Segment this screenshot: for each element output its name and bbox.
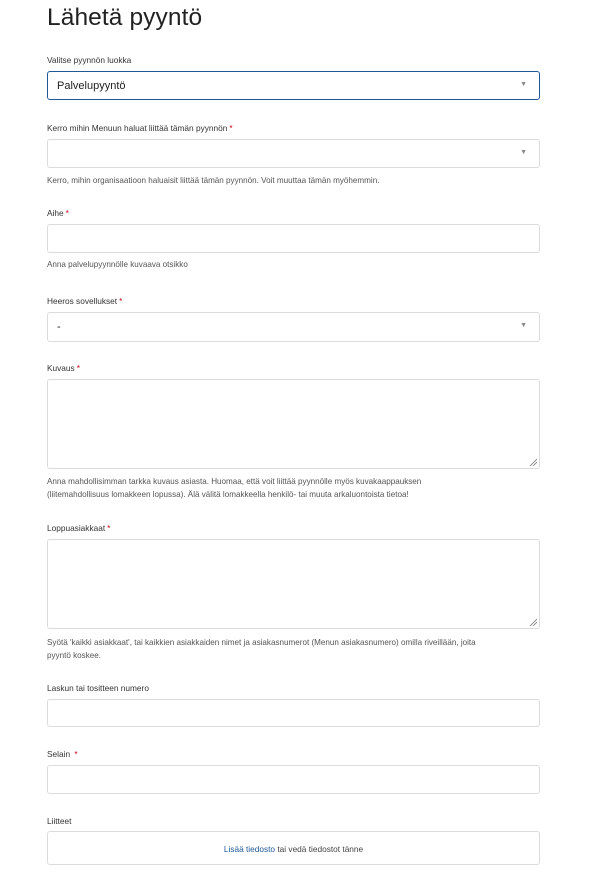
- chevron-down-icon: ▼: [520, 149, 527, 156]
- dropzone-text: Lisää tiedosto tai vedä tiedostot tänne: [223, 844, 364, 854]
- category-selected-value: Palvelupyyntö: [57, 80, 126, 92]
- menu-org-label: Kerro mihin Menuun haluat liittää tämän pyynnön *: [47, 123, 233, 133]
- attachments-dropzone[interactable]: [47, 831, 540, 865]
- apps-select[interactable]: [47, 312, 540, 342]
- category-label: Valitse pyynnön luokka: [47, 55, 132, 65]
- end-customers-label: Loppuasiakkaat *: [47, 523, 111, 533]
- menu-org-help: Kerro, mihin organisaatioon haluaisit liittää tämän pyynnön. Voit muuttaa tämän myöhemmin.: [47, 176, 380, 185]
- resize-handle-icon[interactable]: [529, 458, 537, 466]
- add-file-link[interactable]: Lisää tiedosto: [223, 844, 276, 854]
- invoice-label: Laskun tai tositteen numero: [47, 683, 149, 693]
- invoice-number-input[interactable]: [47, 699, 540, 727]
- browser-label: Selain *: [47, 749, 78, 759]
- menu-org-select[interactable]: [47, 139, 540, 168]
- description-help: Anna mahdollisimman tarkka kuvaus asiasta. Huomaa, että voit liittää pyynnölle myös kuvakaappauksen (liitemahdollisuus lomakkeen lopussa). Älä välitä lomakkeella henkilö- tai muuta arkaluontoista tietoa!: [47, 477, 422, 499]
- resize-handle-icon[interactable]: [529, 618, 537, 626]
- attachments-label: Liitteet: [47, 816, 72, 826]
- chevron-down-icon: ▼: [520, 322, 527, 329]
- page-title: Lähetä pyyntö: [47, 4, 203, 31]
- description-textarea[interactable]: [47, 379, 540, 469]
- apps-label: Heeros sovellukset *: [47, 296, 123, 306]
- description-label: Kuvaus *: [47, 363, 80, 373]
- subject-input[interactable]: [47, 224, 540, 253]
- browser-input[interactable]: [47, 765, 540, 794]
- category-select[interactable]: [47, 71, 540, 100]
- subject-label: Aihe *: [47, 208, 69, 218]
- end-customers-help: Syötä 'kaikki asiakkaat', tai kaikkien asiakkaiden nimet ja asiakasnumerot (Menun asiakasnumero) omilla riveillään, joita pyyntö koskee.: [47, 638, 476, 660]
- end-customers-textarea[interactable]: [47, 539, 540, 629]
- subject-help: Anna palvelupyynnölle kuvaava otsikko: [47, 260, 188, 269]
- chevron-down-icon: ▼: [520, 81, 527, 88]
- apps-selected-value: -: [57, 321, 61, 333]
